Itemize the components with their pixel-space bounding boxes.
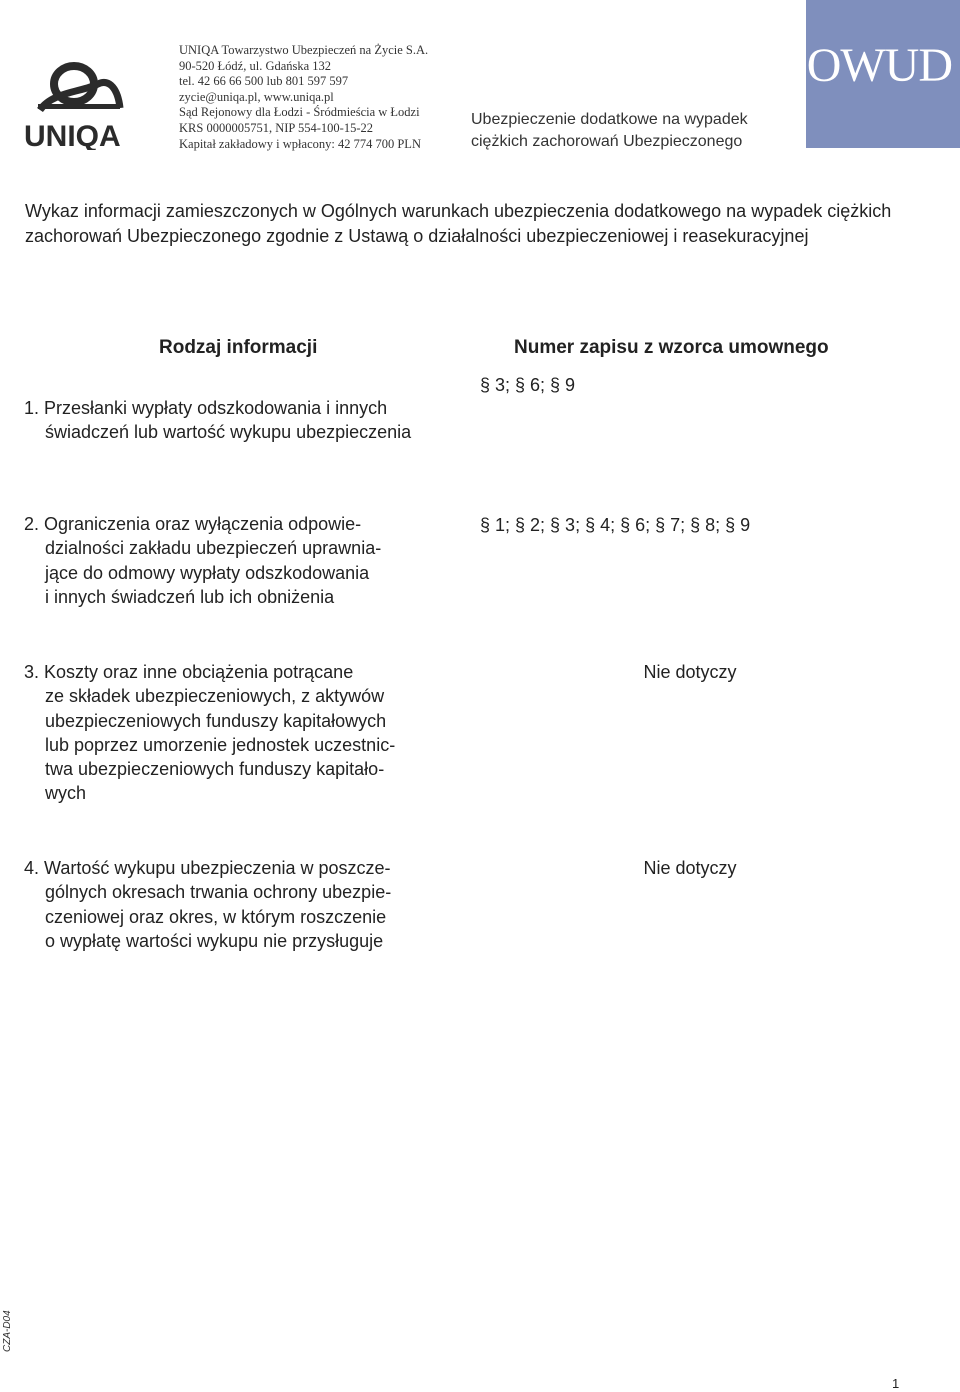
row-line: jące do odmowy wypłaty odszkodowania bbox=[45, 562, 370, 583]
row-line: 4. Wartość wykupu ubezpieczenia w poszcze- bbox=[24, 858, 391, 878]
row-ref-1: § 3; § 6; § 9 bbox=[480, 375, 576, 395]
product-title-line: Ubezpieczenie dodatkowe na wypadek bbox=[471, 111, 748, 128]
document-code: CZA-D04 bbox=[2, 1310, 13, 1352]
row-line: i innych świadczeń lub ich obniżenia bbox=[45, 586, 335, 607]
row-info-2 bbox=[24, 512, 439, 609]
row-line: czeniowej oraz okres, w którym roszczenie bbox=[45, 906, 387, 927]
owud-badge bbox=[806, 0, 960, 148]
row-line: 2. Ograniczenia oraz wyłączenia odpowie- bbox=[24, 514, 362, 534]
column-header-record-number: Numer zapisu z wzorca umownego bbox=[514, 337, 829, 358]
row-ref-2: § 1; § 2; § 3; § 4; § 6; § 7; § 8; § 9 bbox=[480, 515, 751, 535]
logo-wordmark: UNIQA bbox=[24, 120, 121, 150]
row-line: o wypłatę wartości wykupu nie przysługuje bbox=[45, 930, 384, 951]
row-line: ze składek ubezpieczeniowych, z aktywów bbox=[45, 686, 385, 707]
column-header-info-type: Rodzaj informacji bbox=[159, 337, 318, 358]
company-line: Sąd Rejonowy dla Łodzi - Śródmieścia w Łodzi bbox=[179, 105, 420, 120]
row-line: świadczeń lub wartość wykupu ubezpieczenia bbox=[45, 422, 412, 443]
row-line: dzialności zakładu ubezpieczeń uprawnia- bbox=[45, 538, 382, 559]
row-line: twa ubezpieczeniowych funduszy kapitało- bbox=[45, 759, 385, 780]
row-info-1 bbox=[24, 396, 439, 445]
row-line: ubezpieczeniowych funduszy kapitałowych bbox=[45, 710, 387, 731]
row-line: lub poprzez umorzenie jednostek uczestnic- bbox=[45, 734, 396, 755]
row-info-3 bbox=[24, 660, 439, 806]
company-info bbox=[179, 43, 459, 152]
company-line: zycie@uniqa.pl, www.uniqa.pl bbox=[179, 89, 334, 104]
owud-badge-text: OWUD bbox=[806, 39, 952, 92]
uniqa-logo bbox=[22, 62, 136, 150]
product-title-line: ciężkich zachorowań Ubezpieczonego bbox=[471, 133, 743, 150]
row-line: wych bbox=[45, 783, 87, 804]
row-ref-3: Nie dotyczy bbox=[643, 662, 737, 682]
page-number: 1 bbox=[892, 1376, 900, 1391]
row-line: gólnych okresach trwania ochrony ubezpie- bbox=[45, 882, 392, 903]
company-line: tel. 42 66 66 500 lub 801 597 597 bbox=[179, 74, 349, 89]
company-line: KRS 0000005751, NIP 554-100-15-22 bbox=[179, 120, 373, 135]
company-line: 90-520 Łódź, ul. Gdańska 132 bbox=[179, 58, 332, 73]
company-line: Kapitał zakładowy i wpłacony: 42 774 700 PLN bbox=[179, 136, 421, 151]
row-ref-4: Nie dotyczy bbox=[643, 858, 737, 878]
company-line: UNIQA Towarzystwo Ubezpieczeń na Życie S.A. bbox=[179, 43, 429, 57]
intro-text: Wykaz informacji zamieszczonych w Ogólnych warunkach ubezpieczenia dodatkowego na wypadek ciężkich zachorowań Ubezpieczonego zgodnie z Ustawą o działalności ubezpieczeniowej i reasekuracyjnej bbox=[25, 201, 892, 246]
row-line: 3. Koszty oraz inne obciążenia potrącane bbox=[24, 662, 354, 682]
row-info-4 bbox=[24, 856, 439, 953]
product-title bbox=[471, 109, 791, 153]
row-line: 1. Przesłanki wypłaty odszkodowania i innych bbox=[24, 398, 388, 418]
